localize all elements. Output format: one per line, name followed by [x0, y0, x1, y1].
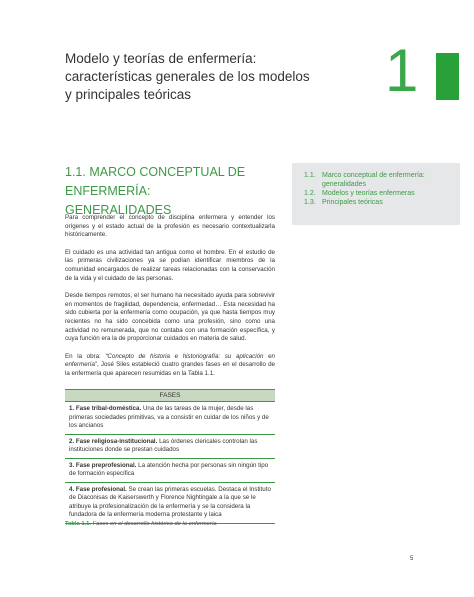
fase-description: Las órdenes clericales controlan las instituciones donde se prestan cuidados [69, 437, 258, 453]
section-heading-line: 1.1. MARCO CONCEPTUAL DE ENFERMERÍA: [65, 165, 246, 198]
paragraph: Para comprender el concepto de disciplina enfermera y entender los orígenes y el estado actual de la profesión es necesario contextualizarla históricamente. [65, 214, 275, 239]
fase-title: 1. Fase tribal-doméstica. [69, 405, 142, 412]
table-row [65, 459, 275, 483]
toc-item-text: Modelos y teorías enfermeras [322, 190, 415, 197]
chapter-title-line: Modelo y teorías de enfermería: [65, 51, 257, 66]
toc-item-number: 1.3. [304, 199, 316, 206]
chapter-title-line: y principales teóricas [65, 87, 192, 102]
toc-item-number: 1.2. [304, 190, 316, 197]
caption-text: Fases en el desarrollo histórico de la enfermería [91, 521, 217, 527]
fase-description: Se crean las primeras escuelas. Destaca el Instituto de Diaconisas de Kaiserswerth y Florence Nightingale a la que se le atribuye la profesionalización de la enfermería y se la considera la fundadora de la enfermería moderna protestante y laica [69, 485, 271, 518]
body-text [65, 214, 275, 387]
toc-item[interactable] [304, 171, 454, 189]
table-row [65, 435, 275, 459]
table-caption [65, 520, 285, 528]
chapter-number: 1 [385, 37, 419, 104]
table-row [65, 402, 275, 435]
section-heading-line: GENERALIDADES [65, 203, 172, 217]
fase-title: 3. Fase preprofesional. [69, 461, 137, 469]
chapter-toc [292, 163, 460, 225]
chapter-accent-block [436, 53, 459, 100]
table-row [65, 483, 275, 524]
caption-label: Tabla 1.1. [65, 521, 91, 527]
toc-item-text: Principales teóricas [322, 199, 383, 206]
chapter-title-line: características generales de los modelos [65, 69, 310, 84]
chapter-title [65, 50, 365, 104]
section-heading [65, 163, 295, 220]
page-number: 5 [410, 556, 414, 562]
fase-description: Una de las tareas de la mujer, desde las primeras sociedades primitivas, va a consistir en cuidar de los niños y de los ancianos [69, 405, 269, 429]
paragraph: Desde tiempos remotos, el ser humano ha necesitado ayuda para sobrevivir en momentos de fragilidad, dependencia, enfermedad… Esta necesidad ha sido cubierta por la enfermería como ocupación, ya que hasta tiempos muy recientes no ha sido concebida como una profesión, sino como una actividad no remunerada, que no contaba con una formación específica, y cuya función era la de proporcionar cuidados en materia de salud. [65, 291, 275, 343]
fase-description: La atención hecha por personas sin ningún tipo de formación específica [69, 461, 269, 477]
toc-item[interactable] [304, 189, 454, 198]
fase-title: 4. Fase profesional. [69, 485, 127, 493]
book-title: “Concepto de historia e historiografía: su aplicación en enfermería” [65, 352, 275, 369]
toc-item-number: 1.1. [304, 172, 316, 179]
paragraph-suffix: , José Siles estableció cuatro grandes fases en el desarrollo de la enfermería que aparecen resumidas en la Tabla 1.1. [65, 361, 275, 378]
toc-item-text: Marco conceptual de enfermería: generalidades [322, 172, 425, 188]
paragraph: El cuidado es una actividad tan antigua como el hombre. En el estudio de las primeras civilizaciones ya se podían identificar miembros de la comunidad encargados de realizar tareas relacionadas con la conservación de la vida y el cuidado de las personas. [65, 248, 275, 282]
fase-title: 2. Fase religiosa-institucional. [69, 437, 158, 445]
paragraph-prefix: En la obra: [65, 352, 106, 360]
toc-item[interactable] [304, 198, 454, 207]
paragraph [65, 353, 275, 379]
fases-table [65, 389, 275, 524]
table-header: FASES [65, 390, 275, 402]
